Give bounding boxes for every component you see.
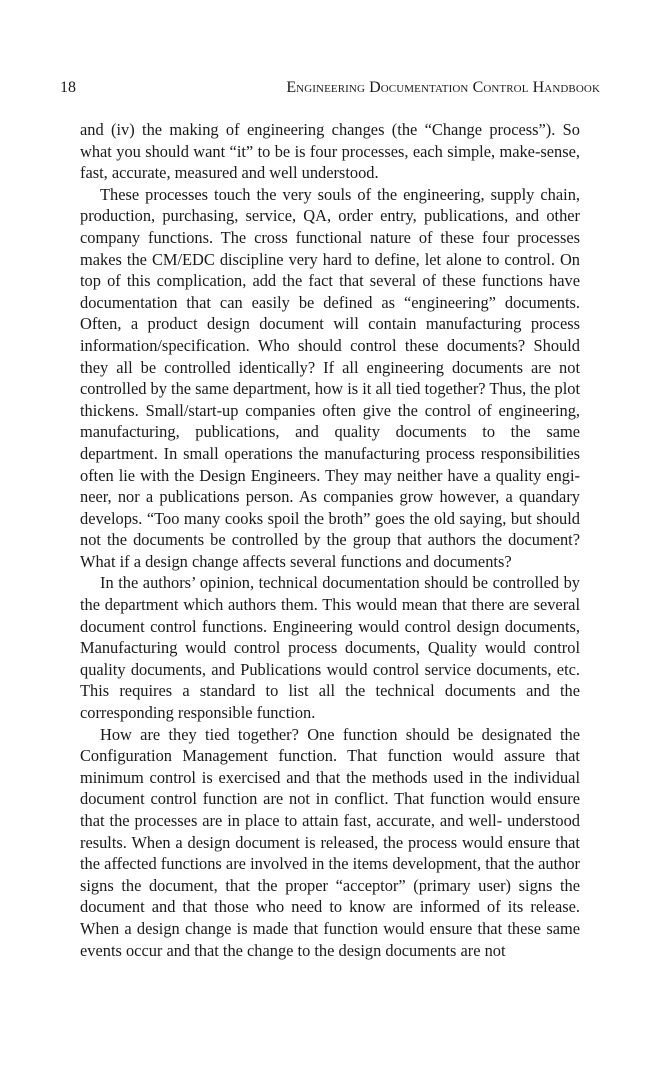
- paragraph-processes: These processes touch the very souls of the engineering, supply chain, production, purchasing, service, QA, order entry, publications, and other company functions. The cross functional nature of these four processes makes the CM/EDC discipline very hard to define, let alone to control. On top of this complication, add the fact that several of these functions have documentation that can easily be defined as “engineering” documents. Often, a product design document will contain manufacturing process information/specification. Who should control these documents? Should they all be controlled identically? If all engineering documents are not controlled by the same department, how is it all tied together? Thus, the plot thickens. Small/​start-up companies often give the control of engineering, manufacturing, publications, and quality documents to the same department. In small operations the manufacturing process responsibilities often lie with the Design Engineers. They may neither have a quality engineer, nor a publications person. As companies grow however, a quandary develops. “Too many cooks spoil the broth” goes the old saying, but should not the documents be controlled by the group that authors the document? What if a design change affects several functions and documents?: [80, 184, 580, 571]
- page-number: 18: [60, 79, 76, 96]
- body-text: [80, 119, 580, 961]
- page-header: [60, 77, 600, 99]
- paragraph-authors-opinion: In the authors’ opinion, technical documentation should be controlled by the department which authors them. This would mean that there are several document control functions. Engineering would control design documents, Manufacturing would control process documents, Quality would control quality documents, and Publications would control service documents, etc. This requires a standard to list all the technical documents and the corresponding responsible function.: [80, 573, 580, 723]
- paragraph-continued: and (iv) the making of engineering changes (the “Change process”). So what you should want “it” to be is four processes, each simple, make-sense, fast, accurate, measured and well understood.: [80, 120, 580, 183]
- paragraph-tied-together: How are they tied together? One function should be designated the Configuration Management function. That function would assure that minimum control is exercised and that the methods used in the individual document control function are not in conflict. That function would ensure that the processes are in place to attain fast, accurate, and well- understood results. When a design document is released, the process would ensure that the affected functions are involved in the items development, that the author signs the document, that the proper “acceptor” (primary user) signs the document and that those who need to know are informed of its release. When a design change is made that function would ensure that these same events occur and that the change to the design documents are not: [80, 724, 580, 960]
- running-head: Engineering Documentation Control Handbook: [286, 79, 600, 96]
